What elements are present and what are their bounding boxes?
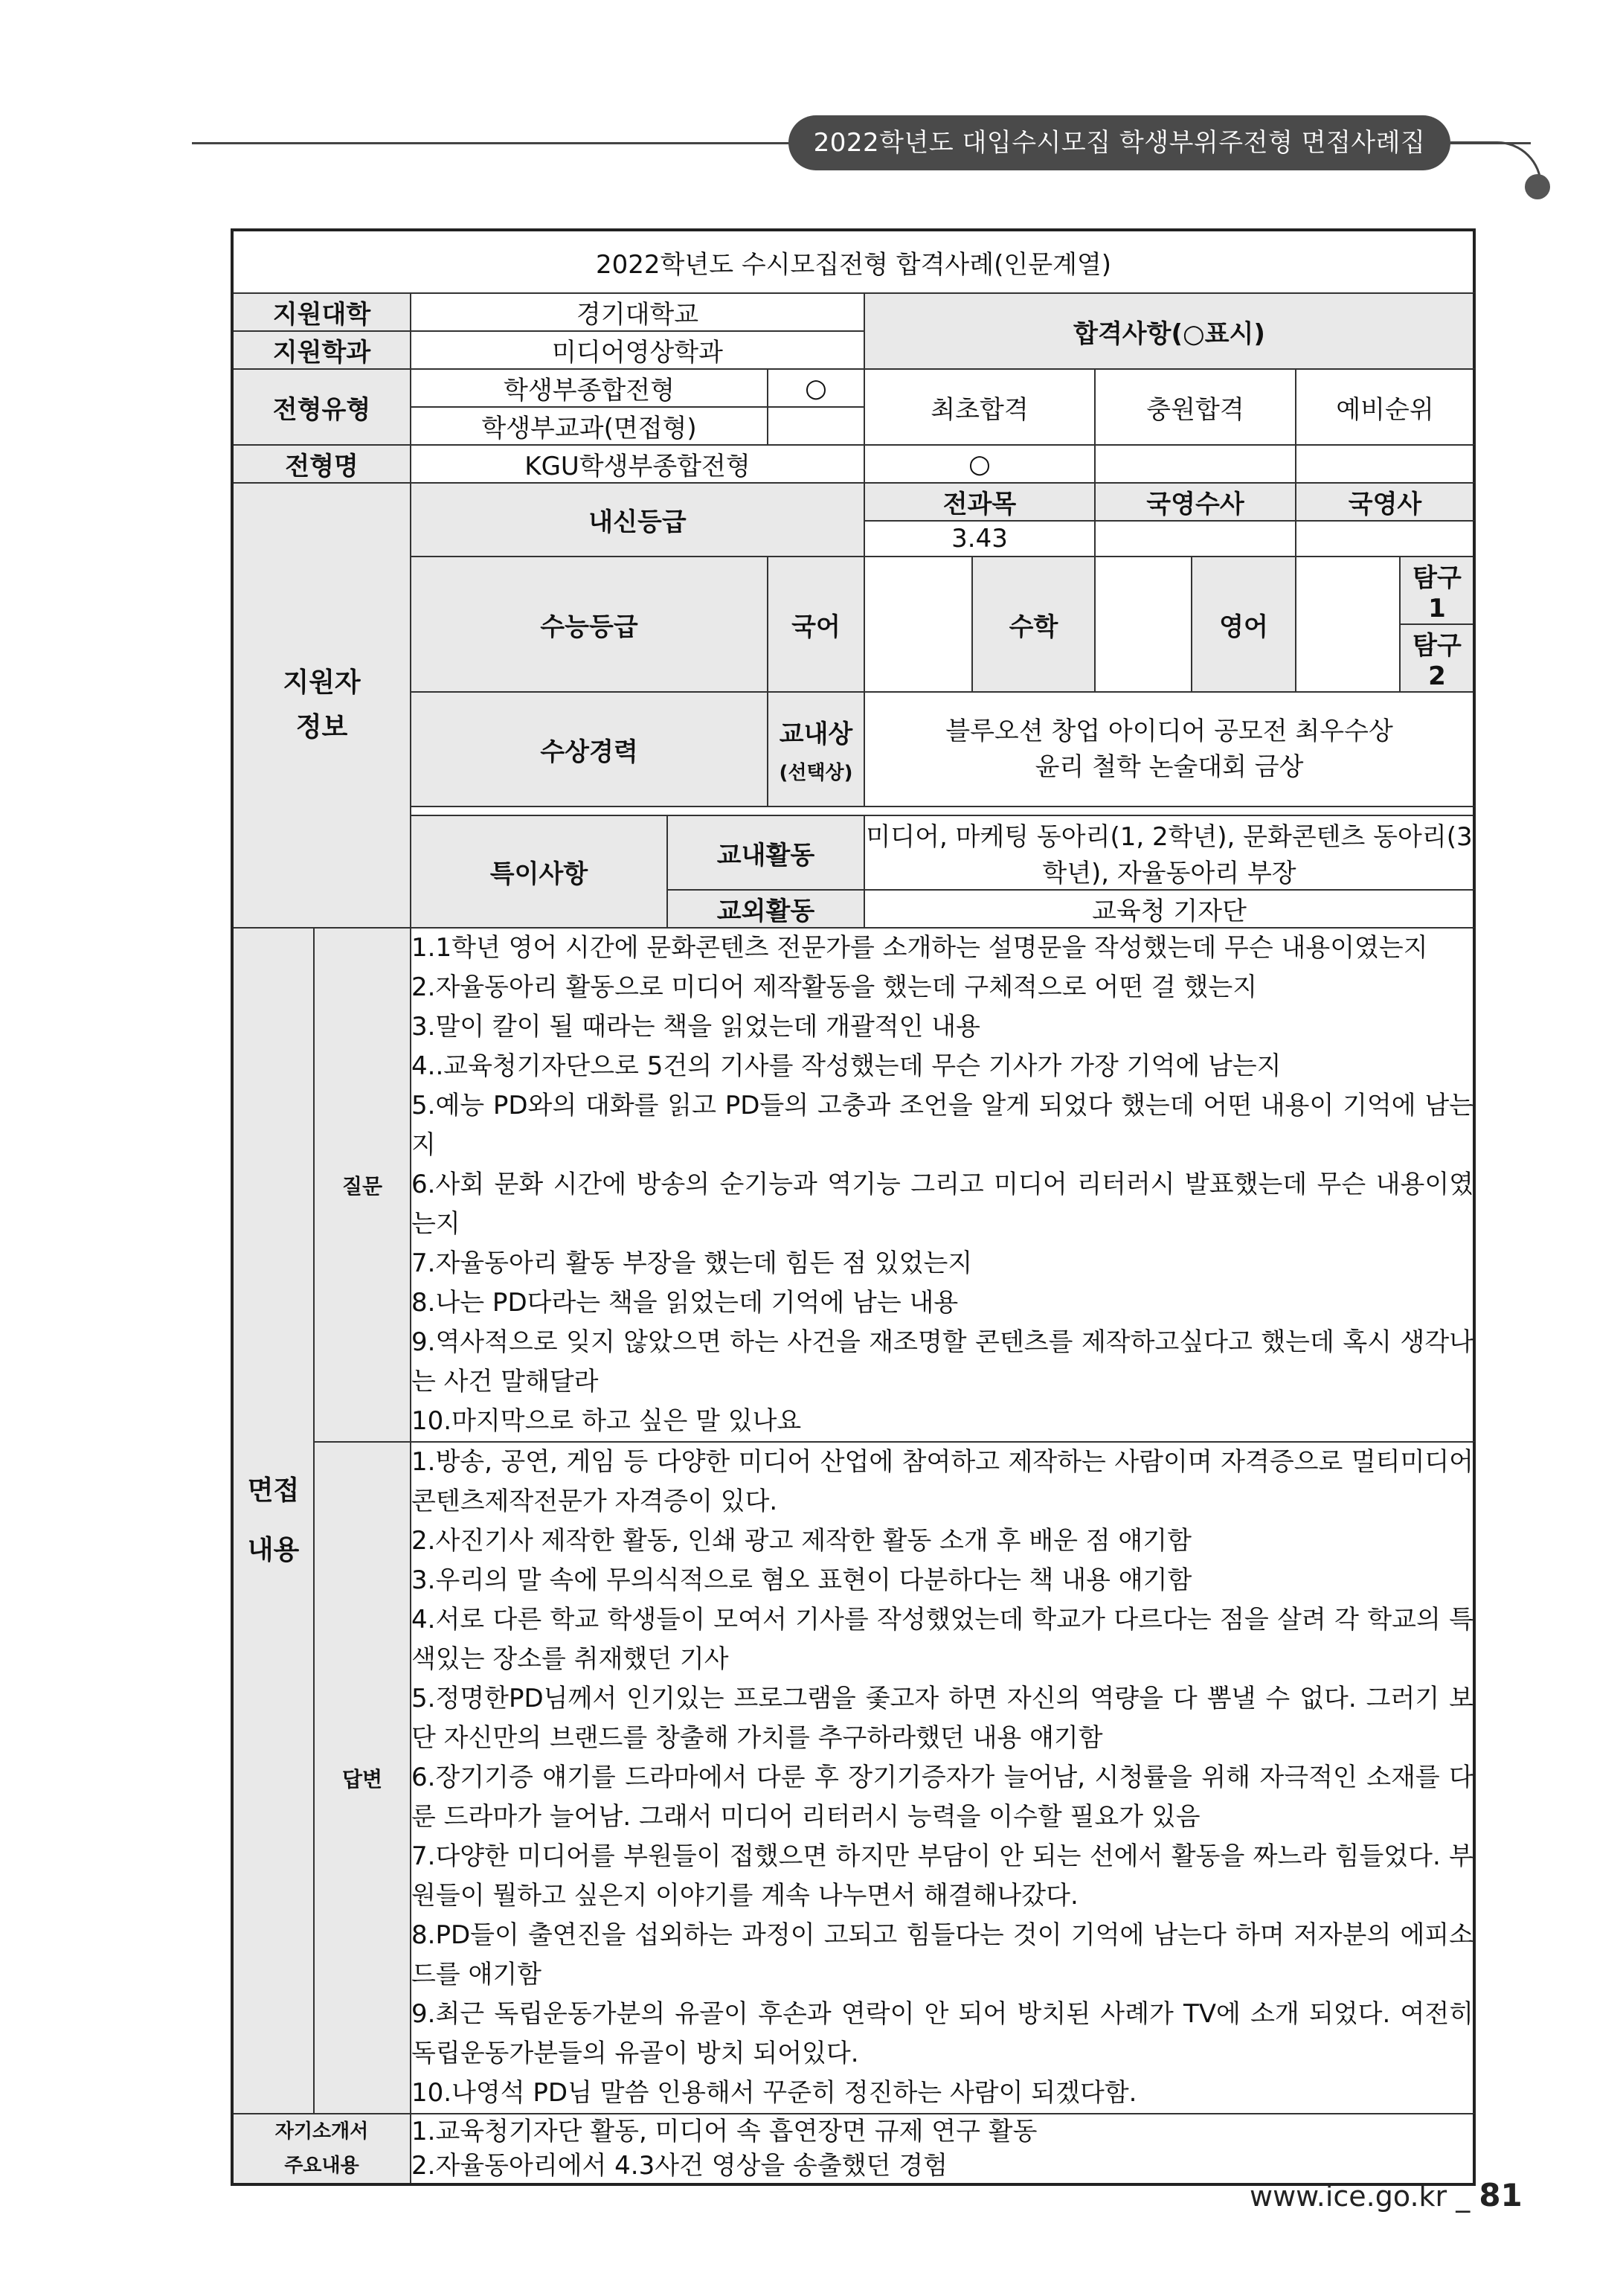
interview-label: 면접 내용 bbox=[232, 928, 314, 2114]
answer-item: 7.다양한 미디어를 부원들이 접했으면 하지만 부담이 안 되는 선에서 활동을 짜느라 힘들었다. 부원들이 뭘하고 싶은지 이야기를 계속 나누면서 해결해나갔다. bbox=[411, 1841, 1474, 1911]
spacer bbox=[411, 807, 1474, 815]
question-label: 질문 bbox=[314, 928, 411, 1442]
result-col-additional: 충원합격 bbox=[1095, 369, 1296, 445]
csat-inquiry1-label: 탐구 1 bbox=[1400, 557, 1474, 624]
question-item: 3.말이 칼이 될 때라는 책을 읽었는데 개괄적인 내용 bbox=[411, 1012, 980, 1042]
csat-english-value bbox=[1296, 557, 1400, 692]
school-grade-label: 내신등급 bbox=[411, 483, 864, 557]
result-mark-additional bbox=[1095, 445, 1296, 483]
question-item: 10.마지막으로 하고 싶은 말 있나요 bbox=[411, 1406, 802, 1436]
admission-name-label: 전형명 bbox=[232, 445, 411, 483]
csat-korean-label: 국어 bbox=[768, 557, 864, 692]
running-title: 2022학년도 대입수시모집 학생부위주전형 면접사례집 bbox=[788, 115, 1450, 170]
answer-item: 8.PD들이 출연진을 섭외하는 과정이 고되고 힘들다는 것이 기억에 남는다 하며 저자분의 에피소드를 얘기함 bbox=[411, 1920, 1474, 1989]
admission-name-value: KGU학생부종합전형 bbox=[411, 445, 864, 483]
question-item: 9.역사적으로 잊지 않았으면 하는 사건을 재조명할 콘텐츠를 제작하고싶다고 했는데 혹시 생각나는 사건 말해달라 bbox=[411, 1327, 1474, 1396]
essay-item: 1.교육청기자단 활동, 미디어 속 흡연장면 규제 연구 활동 bbox=[411, 2117, 1038, 2146]
question-item: 2.자율동아리 활동으로 미디어 제작활동을 했는데 구체적으로 어떤 걸 했는지 bbox=[411, 972, 1258, 1002]
question-item: 6.사회 문화 시간에 방송의 순기능과 역기능 그리고 미디어 리터러시 발표했는데 무슨 내용이였는지 bbox=[411, 1170, 1474, 1239]
answer-item: 1.방송, 공연, 게임 등 다양한 미디어 산업에 참여하고 제작하는 사람이며 자격증으로 멀티미디어콘텐츠제작전문가 자격증이 있다. bbox=[411, 1447, 1474, 1516]
grade-col-all: 전과목 bbox=[864, 483, 1095, 521]
csat-korean-value bbox=[864, 557, 972, 692]
question-item: 8.나는 PD다라는 책을 읽었는데 기억에 남는 내용 bbox=[411, 1288, 959, 1318]
header-dot bbox=[1525, 174, 1550, 199]
csat-inquiry2-label: 탐구 2 bbox=[1400, 624, 1474, 692]
answer-item: 2.사진기사 제작한 활동, 인쇄 광고 제작한 활동 소개 후 배운 점 얘기함 bbox=[411, 1526, 1192, 1556]
essay-list bbox=[411, 2114, 1474, 2184]
result-mark-first: ○ bbox=[864, 445, 1095, 483]
result-col-first: 최초합격 bbox=[864, 369, 1095, 445]
admission-type-2-mark bbox=[768, 407, 864, 445]
special-notes-label: 특이사항 bbox=[411, 815, 667, 928]
admission-type-1: 학생부종합전형 bbox=[411, 369, 768, 407]
page-number: 81 bbox=[1479, 2177, 1523, 2213]
result-mark-waitlist bbox=[1296, 445, 1474, 483]
admission-type-2: 학생부교과(면접형) bbox=[411, 407, 768, 445]
question-item: 1.1학년 영어 시간에 문화콘텐츠 전문가를 소개하는 설명문을 작성했는데 무슨 내용이였는지 bbox=[411, 933, 1428, 963]
university-label: 지원대학 bbox=[232, 293, 411, 331]
csat-english-label: 영어 bbox=[1192, 557, 1296, 692]
answer-item: 6.장기기증 얘기를 드라마에서 다룬 후 장기기증자가 늘어남, 시청률을 위해 자극적인 소재를 다룬 드라마가 늘어남. 그래서 미디어 리터러시 능력을 이수할 필요가 있음 bbox=[411, 1763, 1474, 1832]
grade-value-all: 3.43 bbox=[864, 521, 1095, 557]
essay-label: 자기소개서 주요내용 bbox=[232, 2114, 411, 2184]
grade-value-kems bbox=[1095, 521, 1296, 557]
csat-grade-label: 수능등급 bbox=[411, 557, 768, 692]
grade-value-kes bbox=[1296, 521, 1474, 557]
out-school-activity-value: 교육청 기자단 bbox=[864, 890, 1474, 928]
csat-math-value bbox=[1095, 557, 1192, 692]
question-item: 4..교육청기자단으로 5건의 기사를 작성했는데 무슨 기사가 가장 기억에 남는지 bbox=[411, 1051, 1282, 1081]
page-footer bbox=[1250, 2177, 1523, 2213]
department-label: 지원학과 bbox=[232, 331, 411, 369]
result-heading: 합격사항(○표시) bbox=[864, 293, 1474, 369]
awards-label: 수상경력 bbox=[411, 692, 768, 807]
grade-col-kems: 국영수사 bbox=[1095, 483, 1296, 521]
table-title: 2022학년도 수시모집전형 합격사례(인문계열) bbox=[232, 230, 1474, 293]
question-item: 5.예능 PD와의 대화를 읽고 PD들의 고충과 조언을 알게 되었다 했는데 어떤 내용이 기억에 남는지 bbox=[411, 1091, 1474, 1160]
answer-item: 4.서로 다른 학교 학생들이 모여서 기사를 작성했었는데 학교가 다르다는 점을 살려 각 학교의 특색있는 장소를 취재했던 기사 bbox=[411, 1605, 1474, 1674]
answer-item: 10.나영석 PD님 말씀 인용해서 꾸준히 정진하는 사람이 되겠다함. bbox=[411, 2078, 1137, 2108]
out-school-activity-label: 교외활동 bbox=[667, 890, 864, 928]
admission-case-table bbox=[231, 228, 1476, 2186]
award-item: 블루오션 창업 아이디어 공모전 최우수상 bbox=[945, 716, 1393, 746]
awards-type bbox=[768, 692, 864, 807]
result-col-waitlist: 예비순위 bbox=[1296, 369, 1474, 445]
in-school-activity-label: 교내활동 bbox=[667, 815, 864, 890]
awards-type-sub: (선택상) bbox=[779, 762, 853, 784]
answer-item: 5.정명한PD님께서 인기있는 프로그램을 좇고자 하면 자신의 역량을 다 뽐낼 수 없다. 그러기 보단 자신만의 브랜드를 창출해 가치를 추구하라했던 내용 얘기함 bbox=[411, 1684, 1474, 1753]
essay-item: 2.자율동아리에서 4.3사건 영상을 송출했던 경험 bbox=[411, 2151, 948, 2181]
answer-label: 답변 bbox=[314, 1442, 411, 2114]
footer-site: www.ice.go.kr _ bbox=[1250, 2180, 1479, 2213]
answer-item: 9.최근 독립운동가분의 유골이 후손과 연락이 안 되어 방치된 사례가 TV에 소개 되었다. 여전히 독립운동가분들의 유골이 방치 되어있다. bbox=[411, 1999, 1474, 2068]
awards-type-label: 교내상 bbox=[779, 719, 853, 749]
admission-type-label: 전형유형 bbox=[232, 369, 411, 445]
university-value: 경기대학교 bbox=[411, 293, 864, 331]
answer-list bbox=[411, 1442, 1474, 2114]
awards-list bbox=[864, 692, 1474, 807]
question-list bbox=[411, 928, 1474, 1442]
question-item: 7.자율동아리 활동 부장을 했는데 힘든 점 있었는지 bbox=[411, 1248, 973, 1278]
department-value: 미디어영상학과 bbox=[411, 331, 864, 369]
award-item: 윤리 철학 논술대회 금상 bbox=[1035, 752, 1304, 782]
in-school-activity-value: 미디어, 마케팅 동아리(1, 2학년), 문화콘텐츠 동아리(3학년), 자율동아리 부장 bbox=[864, 815, 1474, 890]
grade-col-kes: 국영사 bbox=[1296, 483, 1474, 521]
csat-math-label: 수학 bbox=[972, 557, 1095, 692]
applicant-info-label: 지원자 정보 bbox=[232, 483, 411, 928]
admission-type-1-mark: ○ bbox=[768, 369, 864, 407]
answer-item: 3.우리의 말 속에 무의식적으로 혐오 표현이 다분하다는 책 내용 얘기함 bbox=[411, 1565, 1192, 1595]
